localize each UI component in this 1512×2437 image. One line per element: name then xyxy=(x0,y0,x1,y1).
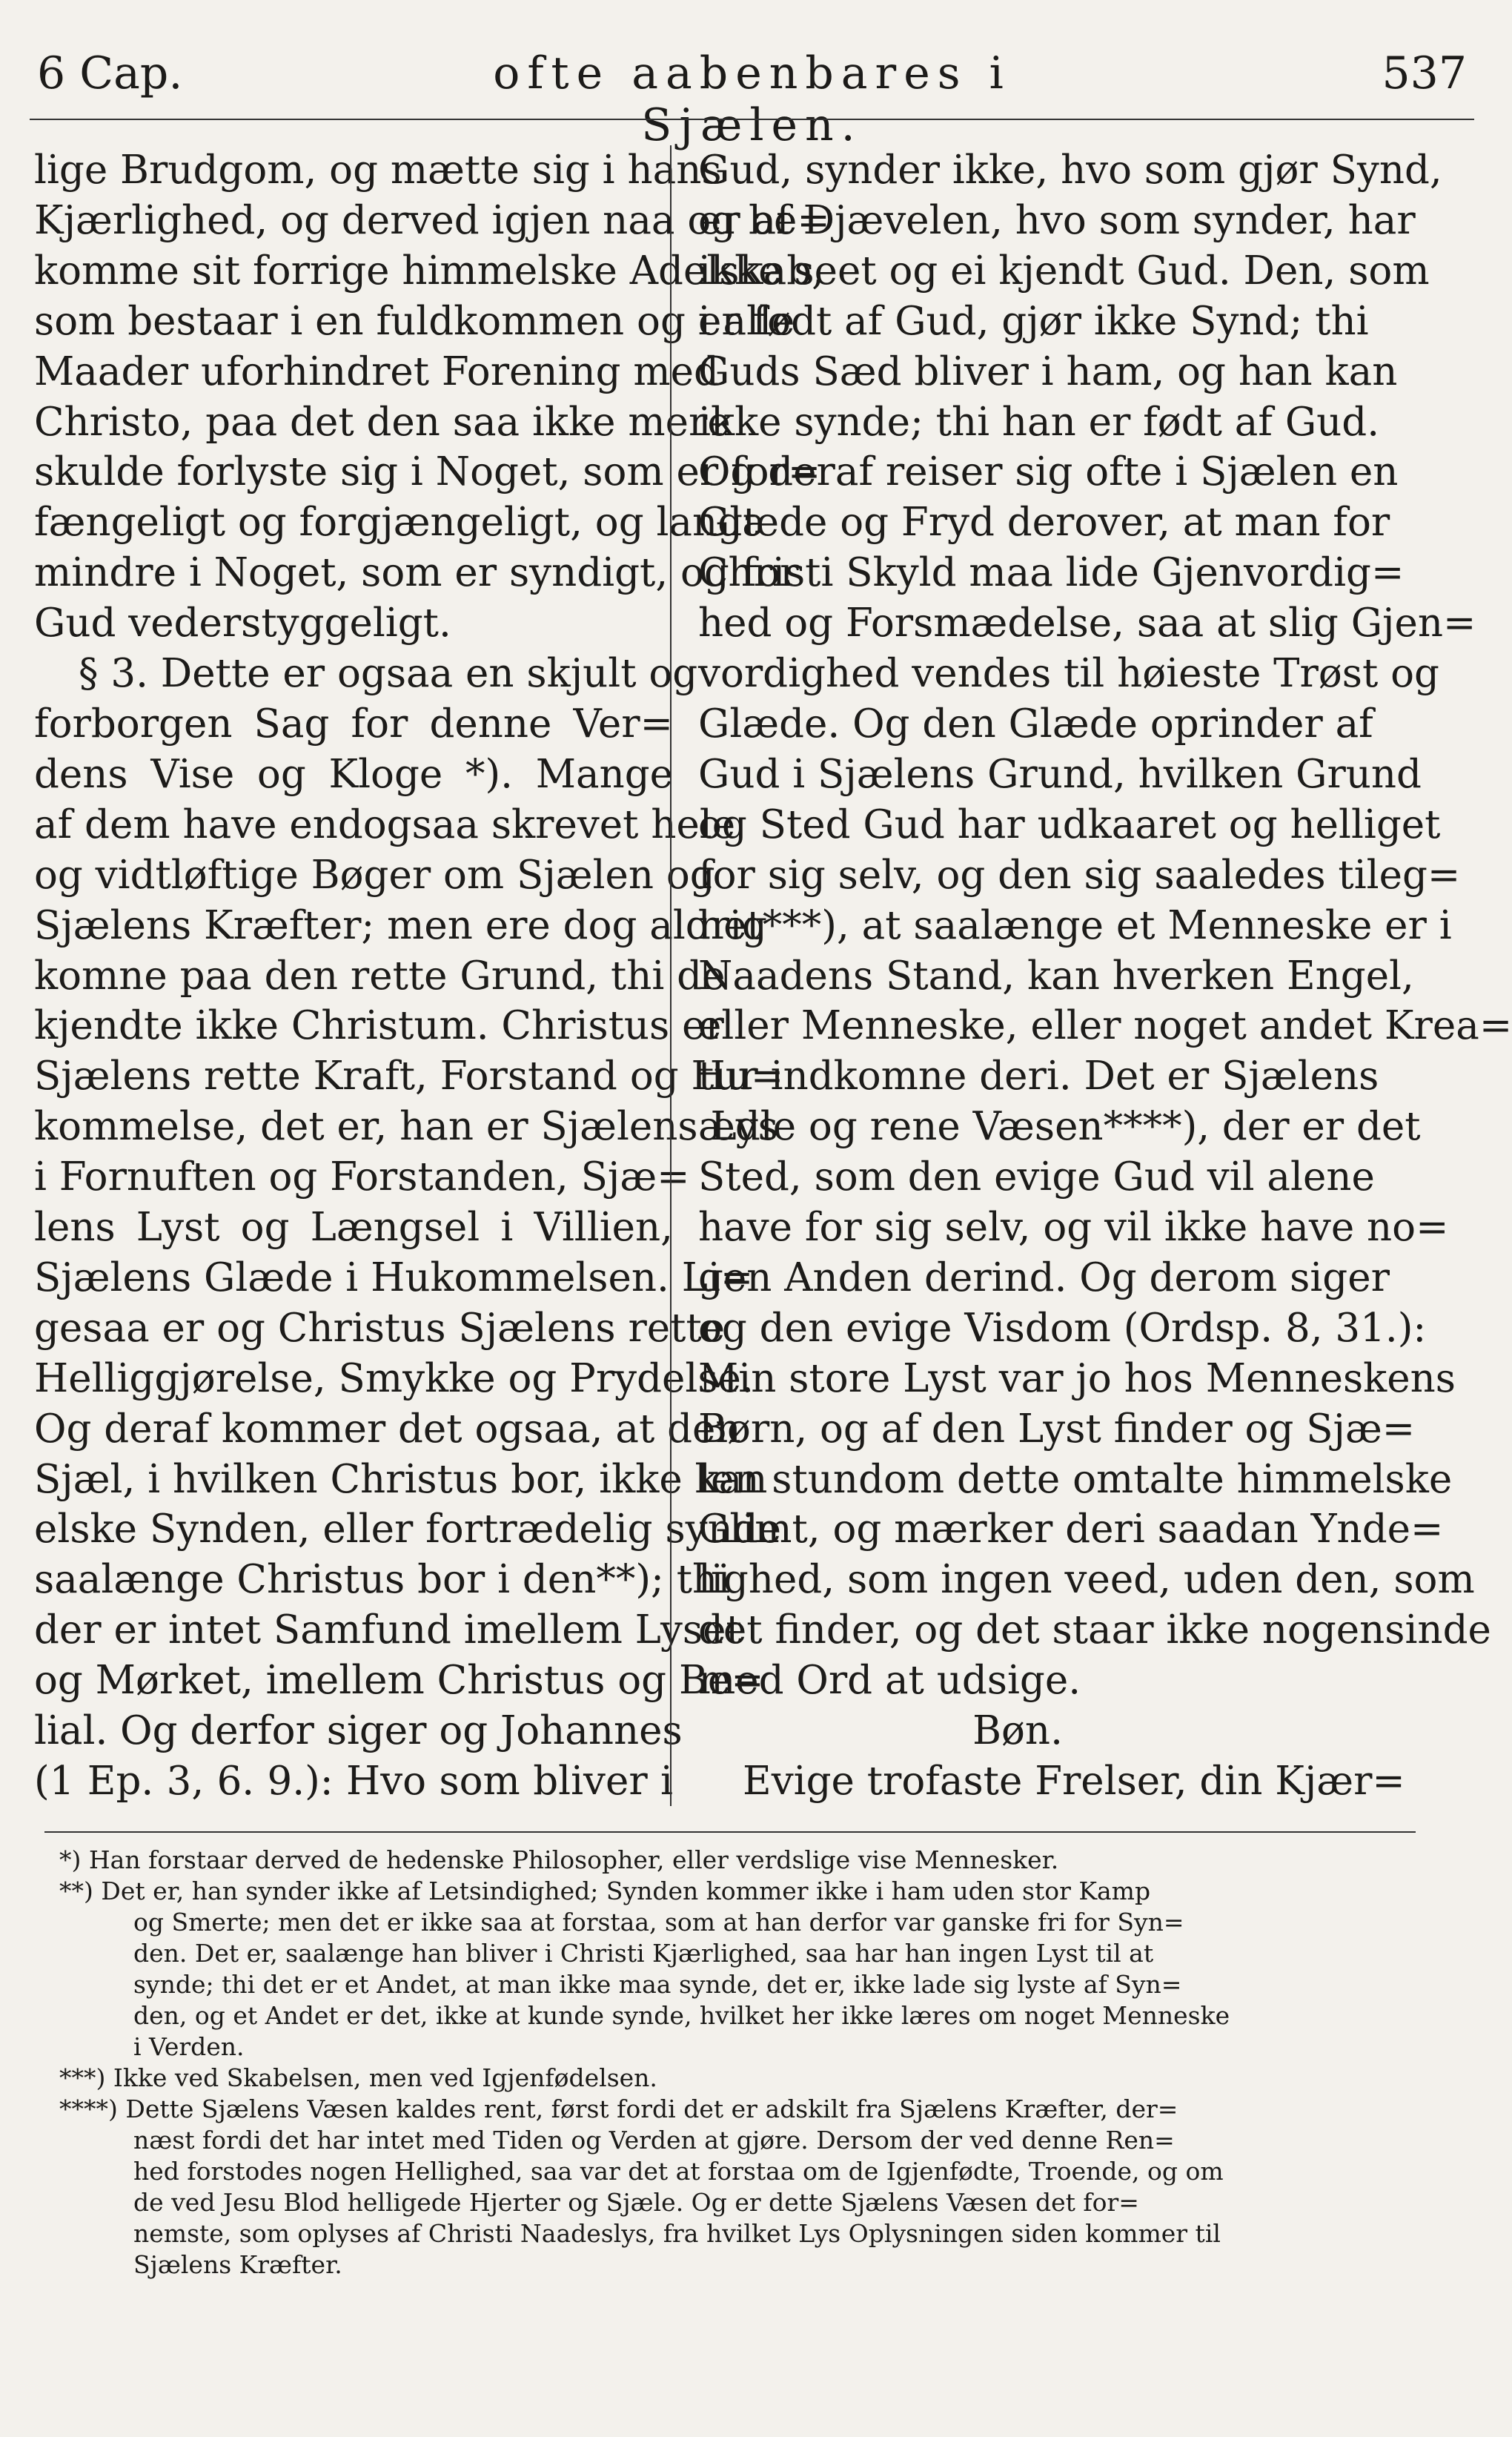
footnote-line: **) Det er, han synder ikke af Letsindighed; Synden kommer ikke i ham uden stor Kamp xyxy=(59,1876,1151,1905)
text-line: Christo, paa det den saa ikke mere xyxy=(34,399,731,445)
text-line: Gud, synder ikke, hvo som gjør Synd, xyxy=(698,148,1442,193)
section-heading-line: § 3. Dette er ogsaa en skjult og xyxy=(79,651,698,697)
footnote-line: den, og et Andet er det, ikke at kunde synde, hvilket her ikke læres om noget Menneske xyxy=(133,2001,1230,2030)
text-line: hed og Forsmædelse, saa at slig Gjen= xyxy=(698,601,1476,647)
header-rule xyxy=(30,119,1474,120)
footnote-line: synde; thi det er et Andet, at man ikke maa synde, det er, ikke lade sig lyste af Syn= xyxy=(133,1970,1182,1999)
text-line: komme sit forrige himmelske Adelskab, xyxy=(34,248,824,294)
running-title: ofte aabenbares i Sjælen. xyxy=(493,47,1011,151)
footnote-line: *) Han forstaar derved de hedenske Philosopher, eller verdslige vise Mennesker. xyxy=(59,1845,1059,1874)
text-line: lens Lyst og Længsel i Villien, xyxy=(34,1205,673,1251)
text-line: Kjærlighed, og derved igjen naa og be= xyxy=(34,197,830,243)
text-line: Sjæl, i hvilken Christus bor, ikke kan xyxy=(34,1456,768,1502)
text-line: som bestaar i en fuldkommen og i alle xyxy=(34,298,795,344)
text-line: len stundom dette omtalte himmelske xyxy=(698,1456,1453,1502)
text-line: saalænge Christus bor i den**); thi xyxy=(34,1557,731,1603)
text-line: komne paa den rette Grund, thi de xyxy=(34,953,726,999)
text-line: Og deraf reiser sig ofte i Sjælen en xyxy=(698,449,1399,495)
text-line: Helliggjørelse, Smykke og Prydelse. xyxy=(34,1355,754,1401)
text-line: af dem have endogsaa skrevet hele xyxy=(34,801,736,847)
text-line: dens Vise og Kloge *). Mange xyxy=(34,751,673,797)
text-line: lial. Og derfor siger og Johannes xyxy=(34,1708,683,1754)
text-line: og den evige Visdom (Ordsp. 8, 31.): xyxy=(698,1305,1427,1351)
text-line: Sjælens rette Kraft, Forstand og Hu= xyxy=(34,1054,784,1100)
text-line: Guds Sæd bliver i ham, og han kan xyxy=(698,348,1398,394)
text-line: Evige trofaste Frelser, din Kjær= xyxy=(743,1759,1405,1804)
footnotes xyxy=(44,1845,1416,2430)
text-line: gen Anden derind. Og derom siger xyxy=(698,1254,1390,1300)
text-line: mindre i Noget, som er syndigt, og for xyxy=(34,550,799,596)
footnote-line: og Smerte; men det er ikke saa at forstaa, som at han derfor var ganske fri for Syn= xyxy=(133,1908,1184,1937)
text-line: Naadens Stand, kan hverken Engel, xyxy=(698,953,1414,999)
text-line: tur indkomne deri. Det er Sjælens xyxy=(698,1054,1379,1100)
text-line: Glæde og Fryd derover, at man for xyxy=(698,500,1390,546)
text-line: vordighed vendes til høieste Trøst og xyxy=(698,651,1439,697)
text-line: er af Djævelen, hvo som synder, har xyxy=(698,197,1416,243)
text-line: Glæde. Og den Glæde oprinder af xyxy=(698,701,1373,747)
text-line: Gud i Sjælens Grund, hvilken Grund xyxy=(698,751,1422,797)
text-line: i Fornuften og Forstanden, Sjæ= xyxy=(34,1154,690,1200)
footnote-line: de ved Jesu Blod helligede Hjerter og Sjæle. Og er dette Sjælens Væsen det for= xyxy=(133,2188,1139,2217)
chapter-label: 6 Cap. xyxy=(37,47,183,99)
text-line: Sted, som den evige Gud vil alene xyxy=(698,1154,1375,1200)
text-line: og vidtløftige Bøger om Sjælen og xyxy=(34,852,715,898)
text-line: med Ord at udsige. xyxy=(698,1658,1081,1704)
text-line: Maader uforhindret Forening med xyxy=(34,348,719,394)
text-line: skulde forlyste sig i Noget, som er for= xyxy=(34,449,821,495)
text-line: elske Synden, eller fortrædelig synde xyxy=(34,1507,782,1553)
text-line: er født af Gud, gjør ikke Synd; thi xyxy=(698,298,1369,344)
footnote-line: hed forstodes nogen Hellighed, saa var det at forstaa om de Igjenfødte, Troende, og om xyxy=(133,2157,1224,2186)
footnote-line: ***) Ikke ved Skabelsen, men ved Igjenfødelsen. xyxy=(59,2063,657,2092)
text-line: net***), at saalænge et Menneske er i xyxy=(698,902,1452,948)
text-line: Min store Lyst var jo hos Menneskens xyxy=(698,1355,1456,1401)
text-line: eller Menneske, eller noget andet Krea= xyxy=(698,1003,1512,1049)
text-line: Glimt, og mærker deri saadan Ynde= xyxy=(698,1507,1444,1553)
text-line: Sjælens Kræfter; men ere dog aldrig xyxy=(34,902,767,948)
footnote-line: nemste, som oplyses af Christi Naadeslys, fra hvilket Lys Oplysningen siden kommer til xyxy=(133,2219,1221,2248)
text-line: ædle og rene Væsen****), der er det xyxy=(698,1104,1421,1150)
prayer-heading: Bøn. xyxy=(972,1708,1063,1754)
text-line: Børn, og af den Lyst finder og Sjæ= xyxy=(698,1406,1416,1452)
footnote-line: næst fordi det har intet med Tiden og Verden at gjøre. Dersom der ved denne Ren= xyxy=(133,2126,1175,2155)
text-line: kjendte ikke Christum. Christus er xyxy=(34,1003,724,1049)
text-line: lige Brudgom, og mætte sig i hans xyxy=(34,148,722,193)
page-number: 537 xyxy=(1382,47,1467,99)
text-line: have for sig selv, og vil ikke have no= xyxy=(698,1205,1449,1251)
text-line: Sjælens Glæde i Hukommelsen. Li= xyxy=(34,1254,754,1300)
right-column xyxy=(698,145,1512,1813)
footnote-line: i Verden. xyxy=(133,2032,245,2061)
text-line: det finder, og det staar ikke nogensinde xyxy=(698,1607,1491,1653)
footnote-line: Sjælens Kræfter. xyxy=(133,2250,342,2279)
text-line: for sig selv, og den sig saaledes tileg= xyxy=(698,852,1461,898)
text-line: kommelse, det er, han er Sjælens Lys xyxy=(34,1104,778,1150)
text-line: og Sted Gud har udkaaret og helliget xyxy=(698,801,1441,847)
text-line: ikke seet og ei kjendt Gud. Den, som xyxy=(698,248,1430,294)
text-line: lighed, som ingen veed, uden den, som xyxy=(698,1557,1475,1603)
footnote-line: den. Det er, saalænge han bliver i Christi Kjærlighed, saa har han ingen Lyst til at xyxy=(133,1939,1154,1968)
running-header xyxy=(30,47,1474,151)
footnote-rule xyxy=(44,1831,1416,1833)
text-line: fængeligt og forgjængeligt, og langt xyxy=(34,500,759,546)
text-line: (1 Ep. 3, 6. 9.): Hvo som bliver i xyxy=(34,1759,673,1804)
text-line: Gud vederstyggeligt. xyxy=(34,601,451,647)
left-column xyxy=(34,145,830,1813)
text-line: og Mørket, imellem Christus og Be= xyxy=(34,1658,764,1704)
text-line: ikke synde; thi han er født af Gud. xyxy=(698,399,1380,445)
text-line: der er intet Samfund imellem Lyset xyxy=(34,1607,742,1653)
footnote-line: ****) Dette Sjælens Væsen kaldes rent, først fordi det er adskilt fra Sjælens Kræfter, der= xyxy=(59,2094,1178,2123)
text-line: Og deraf kommer det ogsaa, at den xyxy=(34,1406,741,1452)
text-line: gesaa er og Christus Sjælens rette xyxy=(34,1305,726,1351)
column-divider xyxy=(670,145,672,1806)
text-line: forborgen Sag for denne Ver= xyxy=(34,701,673,747)
text-line: Christi Skyld maa lide Gjenvordig= xyxy=(698,550,1405,596)
